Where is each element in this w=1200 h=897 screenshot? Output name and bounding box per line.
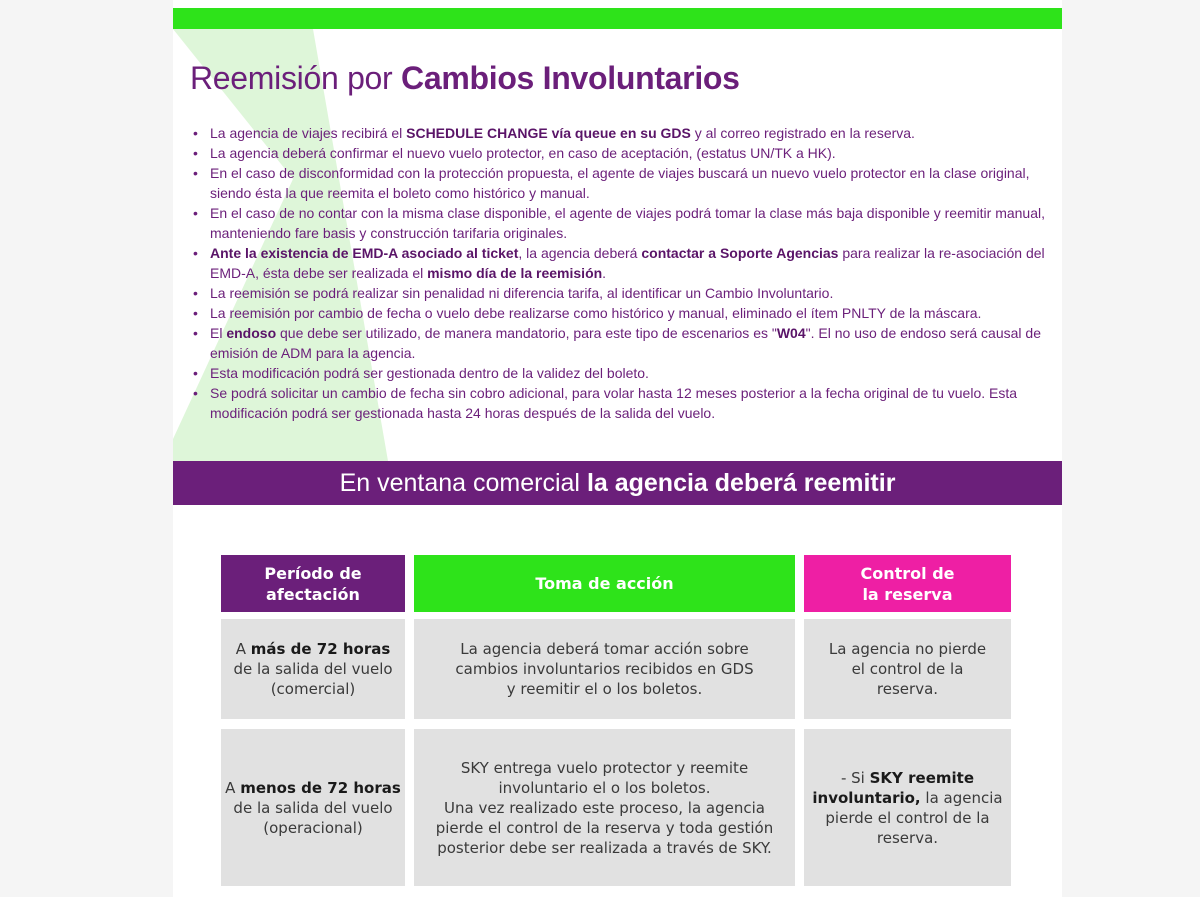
document-page <box>173 0 1062 897</box>
control-line <box>812 768 1002 788</box>
row1-period-cell <box>221 619 405 719</box>
emphasis-text: SKY reemite <box>869 768 974 787</box>
row2-control-cell <box>804 729 1011 886</box>
bullet-item <box>190 143 1052 163</box>
bullet-emphasis: SCHEDULE CHANGE vía queue en su GDS <box>406 125 691 141</box>
action-line: posterior debe ser realizada a través de SKY. <box>437 838 772 857</box>
emphasis-text: menos de 72 horas <box>240 778 401 797</box>
bullet-emphasis: endoso <box>226 325 277 341</box>
control-line <box>829 679 986 699</box>
bullet-text: ". El no uso de endoso será causal de emisión de ADM para la agencia. <box>210 325 1041 361</box>
period-line <box>225 798 401 818</box>
bullet-item <box>190 163 1052 203</box>
plain-text: el control de la <box>851 660 964 678</box>
bullet-item <box>190 123 1052 143</box>
bullet-item <box>190 243 1052 283</box>
header-label-line: afectación <box>266 584 360 604</box>
bullet-item <box>190 383 1052 423</box>
header-control <box>804 555 1011 612</box>
bullet-item <box>190 203 1052 243</box>
bullet-item <box>190 363 1052 383</box>
action-line: pierde el control de la reserva y toda gestión <box>435 818 774 837</box>
header-label-line: la reserva <box>862 584 953 604</box>
row1-control-cell <box>804 619 1011 719</box>
plain-text: La agencia no pierde <box>828 640 987 658</box>
action-line: involuntario el o los boletos. <box>498 778 711 797</box>
bullet-emphasis: mismo día de la reemisión <box>427 265 603 281</box>
bullet-text: , la agencia deberá <box>518 245 642 261</box>
bullet-text: para realizar la re-asociación del EMD-A, ésta debe ser realizada el <box>210 245 1045 281</box>
title-bold: Cambios Involuntarios <box>401 60 740 96</box>
bullet-text: que debe ser utilizado, de manera mandatorio, para este tipo de escenarios es " <box>276 325 777 341</box>
period-line <box>233 639 392 659</box>
control-line <box>812 808 1002 828</box>
period-line <box>225 778 401 798</box>
action-line: Una vez realizado este proceso, la agencia <box>444 798 765 817</box>
period-line <box>233 659 392 679</box>
header-label-line: Período de <box>264 563 362 583</box>
action-line: La agencia deberá tomar acción sobre <box>460 640 749 658</box>
bullet-text: La reemisión por cambio de fecha o vuelo debe realizarse como histórico y manual, eliminado el ítem PNLTY de la máscara. <box>210 305 982 321</box>
bullet-emphasis: W04 <box>776 325 806 341</box>
section-banner <box>173 461 1062 505</box>
control-line <box>829 659 986 679</box>
bullet-text: El <box>210 325 227 341</box>
action-line: y reemitir el o los boletos. <box>506 680 703 698</box>
bullet-text: La reemisión se podrá realizar sin penalidad ni diferencia tarifa, al identificar un Cambio Involuntario. <box>210 285 834 301</box>
action-line: cambios involuntarios recibidos en GDS <box>455 660 754 678</box>
bullet-text: Se podrá solicitar un cambio de fecha sin cobro adicional, para volar hasta 12 meses posterior a la fecha original de tu vuelo. Esta modificación podrá ser gestionada hasta 24 horas después de la salida del vuelo. <box>210 385 1018 421</box>
plain-text: A <box>225 778 241 797</box>
control-line <box>812 828 1002 848</box>
plain-text: A <box>235 640 251 658</box>
row2-period-cell <box>221 729 405 886</box>
row2-action-cell <box>414 729 795 886</box>
control-line <box>812 788 1002 808</box>
bullet-text: En el caso de no contar con la misma clase disponible, el agente de viajes podrá tomar la clase más baja disponible y reemitir manual, manteniendo fare basis y construcción tarifaria originales. <box>210 205 1046 241</box>
plain-text: pierde el control de la <box>825 808 990 827</box>
header-label-line: Toma de acción <box>535 574 674 593</box>
plain-text: reserva. <box>876 828 939 847</box>
bullet-item <box>190 323 1052 363</box>
row1-action-cell <box>414 619 795 719</box>
banner-bold: la agencia deberá reemitir <box>586 469 896 497</box>
bullet-item <box>190 283 1052 303</box>
plain-text: de la salida del vuelo <box>233 660 393 678</box>
rules-bullet-list <box>190 123 1052 423</box>
plain-text: (comercial) <box>270 680 356 698</box>
emphasis-text: involuntario, <box>812 788 921 807</box>
bullet-text: En el caso de disconformidad con la protección propuesta, el agente de viajes buscará un nuevo vuelo protector en la clase original, siendo ésta la que reemita el boleto como histórico y manual. <box>210 165 1030 201</box>
title-light: Reemisión por <box>190 60 402 96</box>
header-label-line: Control de <box>860 563 955 583</box>
plain-text: (operacional) <box>263 818 363 837</box>
plain-text: - Si <box>840 768 870 787</box>
header-period <box>221 555 405 612</box>
header-action <box>414 555 795 612</box>
period-line <box>225 818 401 838</box>
bullet-item <box>190 303 1052 323</box>
plain-text: la agencia <box>920 788 1003 807</box>
bullet-text: La agencia de viajes recibirá el <box>210 125 407 141</box>
top-accent-bar <box>173 8 1062 29</box>
bullet-text: Esta modificación podrá ser gestionada dentro de la validez del boleto. <box>210 365 649 381</box>
control-line <box>829 639 986 659</box>
bullet-text: . <box>602 265 607 281</box>
bullet-emphasis: contactar a Soporte Agencias <box>641 245 839 261</box>
bullet-text: y al correo registrado en la reserva. <box>690 125 915 141</box>
action-line: SKY entrega vuelo protector y reemite <box>460 758 749 777</box>
bullet-emphasis: Ante la existencia de EMD-A asociado al ticket <box>210 245 519 261</box>
plain-text: reserva. <box>876 680 939 698</box>
banner-light: En ventana comercial <box>339 469 587 497</box>
emphasis-text: más de 72 horas <box>250 640 391 658</box>
period-line <box>233 679 392 699</box>
page-title <box>190 60 740 97</box>
bullet-text: La agencia deberá confirmar el nuevo vuelo protector, en caso de aceptación, (estatus UN/TK a HK). <box>210 145 836 161</box>
plain-text: de la salida del vuelo <box>233 798 393 817</box>
